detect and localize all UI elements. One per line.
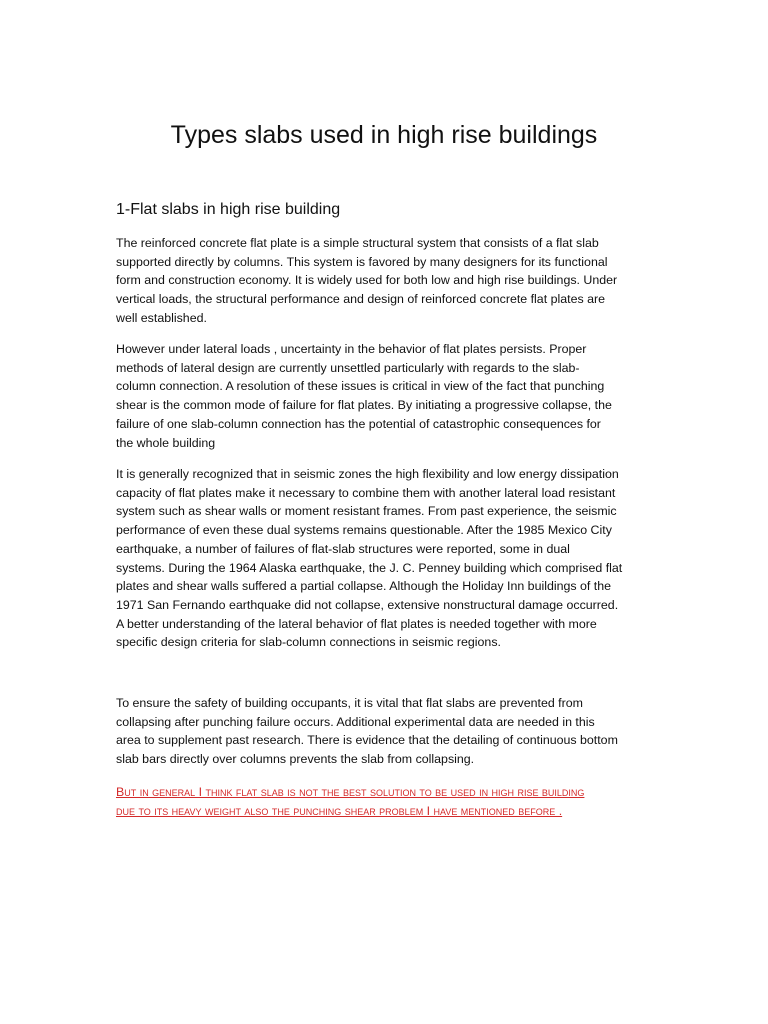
paragraph-line: capacity of flat plates make it necessary to combine them with another lateral load resistant	[116, 485, 616, 500]
paragraph-line: To ensure the safety of building occupants, it is vital that flat slabs are prevented from	[116, 696, 583, 710]
paragraph-line: systems. During the 1964 Alaska earthquake, the J. C. Penney building which comprised flat	[116, 560, 623, 575]
paragraph-line: slab bars directly over columns prevents the slab from collapsing.	[116, 752, 475, 767]
paragraph-line: 1971 San Fernando earthquake did not collapse, extensive nonstructural damage occurred.	[116, 597, 619, 612]
paragraph-line: area to supplement past research. There is evidence that the detailing of continuous bottom	[116, 733, 618, 748]
paragraph-line: The reinforced concrete flat plate is a simple structural system that consists of a flat slab	[116, 236, 599, 250]
paragraph-line: well established.	[116, 310, 207, 325]
document-title: Types slabs used in high rise buildings	[170, 121, 598, 149]
paragraph-line: performance of even these dual systems remains questionable. After the 1985 Mexico City	[116, 523, 612, 538]
paragraph-line: column connection. A resolution of these issues is critical in view of the fact that punching	[116, 379, 605, 394]
section-heading: 1-Flat slabs in high rise building	[116, 201, 341, 218]
paragraph-line: plates and shear walls suffered a partial collapse. Although the Holiday Inn buildings of the	[116, 579, 612, 594]
paragraph-line: A better understanding of the lateral behavior of flat plates is needed together with more	[116, 616, 597, 631]
paragraph-line: shear is the common mode of failure for flat plates. By initiating a progressive collapse, the	[116, 398, 612, 413]
paragraph-line: form and construction economy. It is widely used for both low and high rise buildings. Under	[116, 273, 618, 288]
paragraph-line: vertical loads, the structural performance and design of reinforced concrete flat plates are	[116, 292, 606, 307]
paragraph-line: the whole building	[116, 435, 216, 450]
paragraph-line: specific design criteria for slab-column connections in seismic regions.	[116, 635, 501, 650]
paragraph-3	[116, 465, 656, 652]
paragraph-line: It is generally recognized that in seismic zones the high flexibility and low energy dissipation	[116, 467, 619, 481]
paragraph-4	[116, 694, 656, 769]
paragraph-line: supported directly by columns. This system is favored by many designers for its functional	[116, 254, 608, 269]
paragraph-line: earthquake, a number of failures of flat-slab structures were reported, some in dual	[116, 541, 570, 556]
paragraph-line: However under lateral loads , uncertainty in the behavior of flat plates persists. Proper	[116, 342, 587, 356]
paragraph-line: system such as shear walls or moment resistant frames. From past experience, the seismic	[116, 504, 617, 519]
note-line: due to its heavy weight also the punching shear problem I have mentioned before .	[116, 804, 563, 818]
paragraph-line: collapsing after punching failure occurs. Additional experimental data are needed in this	[116, 714, 595, 729]
paragraph-1	[116, 234, 656, 328]
note-line: But in general I think flat slab is not the best solution to be used in high rise building	[116, 785, 585, 799]
paragraph-line: methods of lateral design are currently unsettled particularly with regards to the slab-	[116, 360, 580, 375]
paragraph-2	[116, 340, 656, 452]
paragraph-line: failure of one slab-column connection has the potential of catastrophic consequences for	[116, 416, 601, 431]
author-note	[116, 783, 656, 821]
